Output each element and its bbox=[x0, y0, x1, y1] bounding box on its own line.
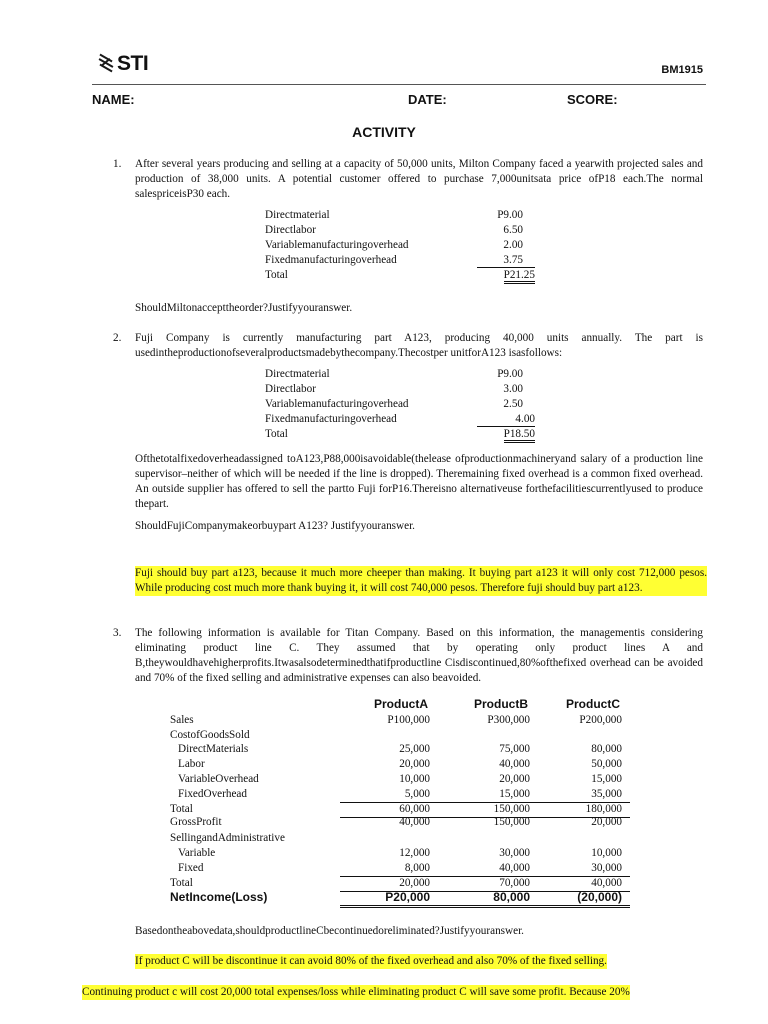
table-row: FixedOverhead 5,000 15,000 35,000 bbox=[178, 788, 622, 800]
q2-text2: Ofthetotalfixedoverheadassigned toA123,P88,000isavoidable(thelease ofproductionmachineryand salary of a production line supervisor–neither of which will be needed if the line is dropped). Theremaining fixed overhead is a common fixed overhead. An outside supplier has offered to sell the partto Fuji forP16.Thereisno alternativeuse forthefacilitiescurrentlyused to produce thepart. bbox=[135, 453, 703, 510]
q3-number: 3. bbox=[113, 627, 122, 639]
table-row: VariableOverhead 10,000 20,000 15,000 bbox=[178, 773, 622, 785]
q3-answer-line2: Continuing product c will cost 20,000 total expenses/loss while eliminating product C will save some profit. Because 20% bbox=[82, 986, 630, 998]
header-divider bbox=[92, 84, 706, 85]
table-row: Sales P100,000 P300,000 P200,000 bbox=[170, 714, 622, 726]
cost-row: Directmaterial P9.00 bbox=[265, 209, 523, 221]
table-row-net-income: NetIncome(Loss) P20,000 80,000 (20,000) bbox=[170, 890, 622, 904]
col-header-product-a: ProductA bbox=[374, 697, 428, 711]
table-double-rule bbox=[340, 905, 630, 908]
q3-text: The following information is available for Titan Company. Based on this information, the managementis considering eliminating product line C. They assumed that by operating only product lines A and B,theywouldhavehigherprofits.Itwasalsodeterminedthatifproductline Cisdiscontinued,80%ofthefixed overhead can be avoided and 70% of the fixed selling and administrative expenses can also beavoided. bbox=[135, 627, 703, 684]
name-label: NAME: bbox=[92, 92, 135, 107]
table-row: CostofGoodsSold bbox=[170, 729, 250, 741]
cost-row: Fixedmanufacturingoverhead 4.00 bbox=[265, 413, 535, 425]
q1-text: After several years producing and selling at a capacity of 50,000 units, Milton Company faced a yearwith projected sales and production of 38,000 units. A potential customer offered to purchase 7,000unitsata price ofP18 each.The normal salespriceisP30 each. bbox=[135, 158, 703, 200]
cost-row: Directlabor 6.50 bbox=[265, 224, 523, 236]
cost-row: Directmaterial P9.00 bbox=[265, 368, 523, 380]
q2-cost-table bbox=[265, 367, 535, 442]
q1-question: ShouldMiltonaccepttheorder?Justifyyouranswer. bbox=[135, 302, 353, 314]
q2-text: Fuji Company is currently manufacturing part A123, producing 40,000 units annually. The part is usedintheproductionofseveralproductsmadebythecompany.Thecostper unitforA123 isasfollows: bbox=[135, 332, 703, 359]
col-header-product-c: ProductC bbox=[566, 697, 620, 711]
date-label: DATE: bbox=[408, 92, 447, 107]
table-row: DirectMaterials 25,000 75,000 80,000 bbox=[178, 743, 622, 755]
document-code: BM1915 bbox=[661, 64, 703, 76]
table-row: Variable 12,000 30,000 10,000 bbox=[178, 847, 622, 859]
table-row: Total 60,000 150,000 180,000 bbox=[170, 803, 622, 815]
table-row: Labor 20,000 40,000 50,000 bbox=[178, 758, 622, 770]
sti-logo-mark-icon bbox=[97, 55, 115, 73]
page-title: ACTIVITY bbox=[352, 124, 416, 140]
q2-question: ShouldFujiCompanymakeorbuypart A123? Justifyyouranswer. bbox=[135, 520, 415, 532]
score-label: SCORE: bbox=[567, 92, 618, 107]
subtotal-rule bbox=[477, 267, 535, 268]
table-row: GrossProfit 40,000 150,000 20,000 bbox=[170, 816, 622, 828]
cost-row-total: Total P21.25 bbox=[265, 268, 535, 283]
col-header-product-b: ProductB bbox=[474, 697, 528, 711]
table-row: SellingandAdministrative bbox=[170, 832, 285, 844]
sti-logo bbox=[97, 52, 148, 76]
cost-row: Fixedmanufacturingoverhead 3.75 bbox=[265, 254, 523, 266]
q2-answer: Fuji should buy part a123, because it much more cheeper than making. It buying part a123 it will only cost 712,000 pesos. While producing cost much more thank buying it, it will cost 740,000 pesos. Therefore fuji should buy part a123. bbox=[135, 567, 707, 594]
q1-number: 1. bbox=[113, 158, 122, 170]
subtotal-rule bbox=[477, 426, 535, 427]
table-row: Total 20,000 70,000 40,000 bbox=[170, 877, 622, 889]
cost-row: Variablemanufacturingoverhead 2.00 bbox=[265, 239, 523, 251]
q2-number: 2. bbox=[113, 332, 122, 344]
cost-row: Directlabor 3.00 bbox=[265, 383, 523, 395]
logo-text: STI bbox=[117, 52, 149, 75]
cost-row: Variablemanufacturingoverhead 2.50 bbox=[265, 398, 523, 410]
table-row: Fixed 8,000 40,000 30,000 bbox=[178, 862, 622, 874]
q3-answer-line1: If product C will be discontinue it can avoid 80% of the fixed overhead and also 70% of the fixed selling. bbox=[135, 955, 607, 967]
q1-cost-table bbox=[265, 208, 535, 283]
cost-row-total: Total P18.50 bbox=[265, 427, 535, 442]
q3-question: Basedontheabovedata,shouldproductlineCbecontinuedoreliminated?Justifyyouranswer. bbox=[135, 925, 524, 937]
